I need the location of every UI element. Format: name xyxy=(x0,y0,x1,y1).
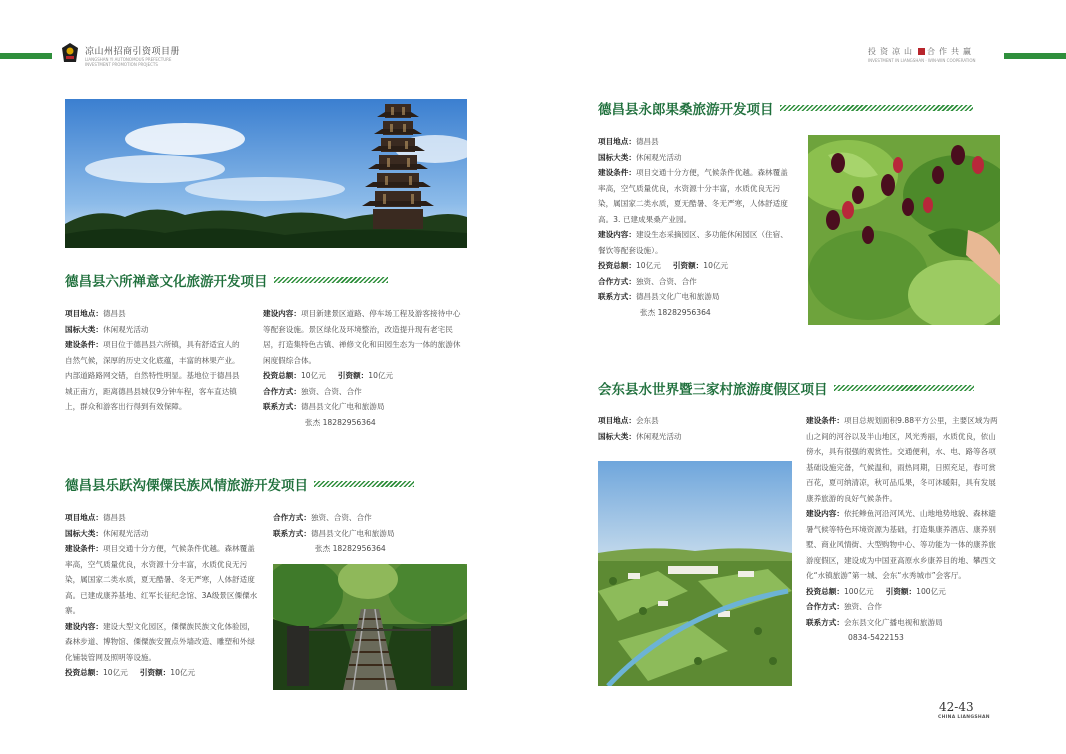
title-decoration xyxy=(780,105,973,111)
mulberry-photo xyxy=(808,135,1000,325)
magazine-name: CHINA LIANGSHAN xyxy=(938,715,990,720)
section-title-liusuo: 德昌县六所禅意文化旅游开发项目 xyxy=(65,270,388,290)
header-accent-bar-right xyxy=(1004,53,1066,59)
resort-aerial-photo xyxy=(598,461,792,686)
page-numbers: 42-43 xyxy=(939,700,974,714)
slogan-english: INVESTMENT IN LIANGSHAN · WIN-WIN COOPERATION xyxy=(868,58,976,63)
header-accent-bar-left xyxy=(0,53,52,59)
yonglang-column: 项目地点：德昌县 国标大类：休闲观光活动 建设条件：项目交通十分方便，气候条件优越。森林覆盖率高，空气质量优良，水资源十分丰富，水质优良无污染，属国家二类水质，夏无酷暑、冬无严寒，人体舒适度高。3. 已建成果桑产业园。 建设内容：建设生态采摘园区、多功能休闲园区（住宿、餐饮等配套设施）。 投资总额：10亿元 引资额：10亿元 合作方式：独资、合资、合作 联系方式：德昌县文化广电和旅游局 张杰 18282956364 xyxy=(598,137,788,317)
huidong-left-column: 项目地点：会东县 国标大类：休闲观光活动 xyxy=(598,416,682,441)
forest-railway-photo xyxy=(273,564,467,690)
slogan-red-square-icon xyxy=(918,48,925,55)
magazine-brand-english: LIANGSHAN YI AUTONOMOUS PREFECTURE INVESTMENT PROMOTION PROJECTS xyxy=(85,57,172,67)
section-title-leyue: 德昌县乐跃沟傈僳民族风情旅游开发项目 xyxy=(65,474,414,494)
huidong-right-column: 建设条件：项目总规划面积9.88平方公里，主要区域为两山之间的河谷以及半山地区，风光秀丽，水质优良，依山傍水，具有很强的观赏性。交通便利，水、电、路等各项基础设施完备，气候温和，雨热同期，日照充足，春可赏百花，夏可纳清凉，秋可品瓜果，冬可沐暖阳，具有发展康养旅游的良好气候条件。 建设内容：依托鲹鱼河沿河风光、山地地势地貌、森林避暑气候等特色环境资源为基础，打造集康养酒店、康养别墅、商业风情街、大型购物中心、等功能为一体的康养旅游度假区，建设成为中国亚高原水乡康养目的地、攀西文化“水镇旅游”第一城、会东“水秀城市”会客厅。 投资总额：100亿元 引资额：100亿元 合作方式：独资、合作 联系方式：会东县文化广播电视和旅游局 0834-5422153 xyxy=(806,416,998,642)
title-decoration xyxy=(274,277,388,283)
leyue-right-column: 合作方式：独资、合资、合作 联系方式：德昌县文化广电和旅游局 张杰 18282956364 xyxy=(273,513,395,553)
leyue-left-column: 项目地点：德昌县 国标大类：休闲观光活动 建设条件：项目交通十分方便，气候条件优越。森林覆盖率高，空气质量优良，水资源十分丰富，水质优良无污染，属国家二类水质，夏无酷暑、冬无严寒，人体舒适度高。已建成康养基地、红军长征纪念馆、3A级景区傈僳水寨。 建设内容：建设大型文化园区，傈僳族民族文化体验园，森林步道、博物馆、傈僳族安置点外墙改造、雕塑和外绿化铺装管网及照明等设施。 投资总额：10亿元 引资额：10亿元 xyxy=(65,513,258,677)
title-decoration xyxy=(314,481,414,487)
section-title-yonglang: 德昌县永郎果桑旅游开发项目 xyxy=(598,98,973,118)
slogan: 投资凉山 合作共赢 xyxy=(868,47,975,56)
liangshan-emblem-icon xyxy=(60,42,80,64)
pagoda-photo xyxy=(65,99,467,248)
magazine-brand: 凉山州招商引资项目册 xyxy=(85,47,181,57)
title-decoration xyxy=(834,385,974,391)
section-title-huidong: 会东县水世界暨三家村旅游度假区项目 xyxy=(598,378,974,398)
liusuo-left-column: 项目地点：德昌县 国标大类：休闲观光活动 建设条件：项目位于德昌县六所镇，具有舒适宜人的自然气候，深厚的历史文化底蕴，丰富的林果产业。内部道路路网交错，自然特性明显。基地位于德昌县城正南方，距离德昌县城仅9分钟车程，客车直达镇上，群众和游客出行得到有效保障。 xyxy=(65,309,240,411)
liusuo-right-column: 建设内容：项目新建景区道路、停车场工程及游客接待中心等配套设施。景区绿化及环境整治，改造提升现有老宅民居，打造集特色古镇、禅修文化和田园生态为一体的旅游休闲度假综合体。 投资总额：10亿元 引资额：10亿元 合作方式：独资、合资、合作 联系方式：德昌县文化广电和旅游局 张杰 18282956364 xyxy=(263,309,461,427)
